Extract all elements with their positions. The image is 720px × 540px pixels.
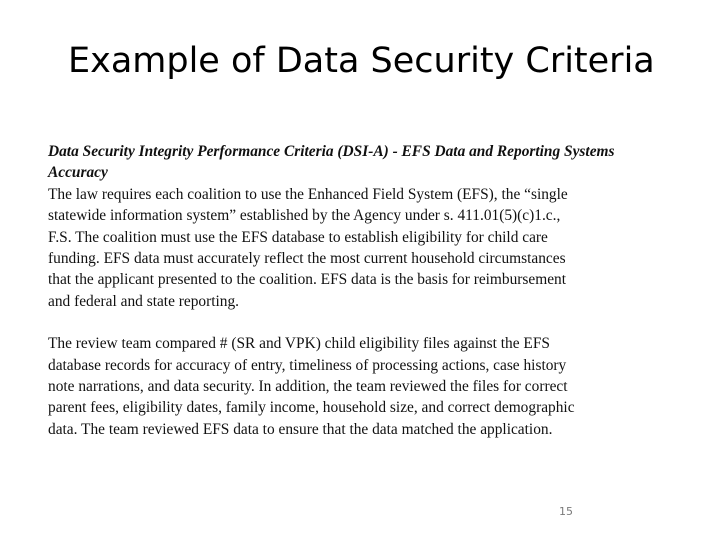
slide-body	[48, 141, 720, 440]
paragraph-line: statewide information system” established by the Agency under s. 411.01(5)(c)1.c.,	[48, 207, 561, 225]
paragraph-line: and federal and state reporting.	[48, 292, 240, 310]
paragraph-line: database records for accuracy of entry, timeliness of processing actions, case history	[48, 356, 567, 374]
paragraph-line: funding. EFS data must accurately reflect the most current household circumstances	[48, 250, 566, 268]
paragraph-law-requirements	[48, 184, 720, 312]
paragraph-line: note narrations, and data security. In addition, the team reviewed the files for correct	[48, 378, 568, 396]
paragraph-spacer	[48, 312, 720, 333]
page-number: 15	[559, 505, 573, 518]
slide-title: Example of Data Security Criteria	[68, 41, 655, 81]
paragraph-line: parent fees, eligibility dates, family income, household size, and correct demographic	[48, 399, 575, 417]
criteria-heading-line-1: Data Security Integrity Performance Criteria (DSI-A) - EFS Data and Reporting Systems	[48, 143, 615, 160]
paragraph-line: The law requires each coalition to use the Enhanced Field System (EFS), the “single	[48, 185, 568, 203]
paragraph-review-team	[48, 333, 720, 440]
paragraph-line: data. The team reviewed EFS data to ensure that the data matched the application.	[48, 420, 553, 438]
paragraph-line: The review team compared # (SR and VPK) child eligibility files against the EFS	[48, 335, 550, 353]
criteria-heading-line-2: Accuracy	[48, 164, 108, 182]
paragraph-line: F.S. The coalition must use the EFS database to establish eligibility for child care	[48, 228, 548, 246]
paragraph-line: that the applicant presented to the coalition. EFS data is the basis for reimbursement	[48, 271, 567, 289]
